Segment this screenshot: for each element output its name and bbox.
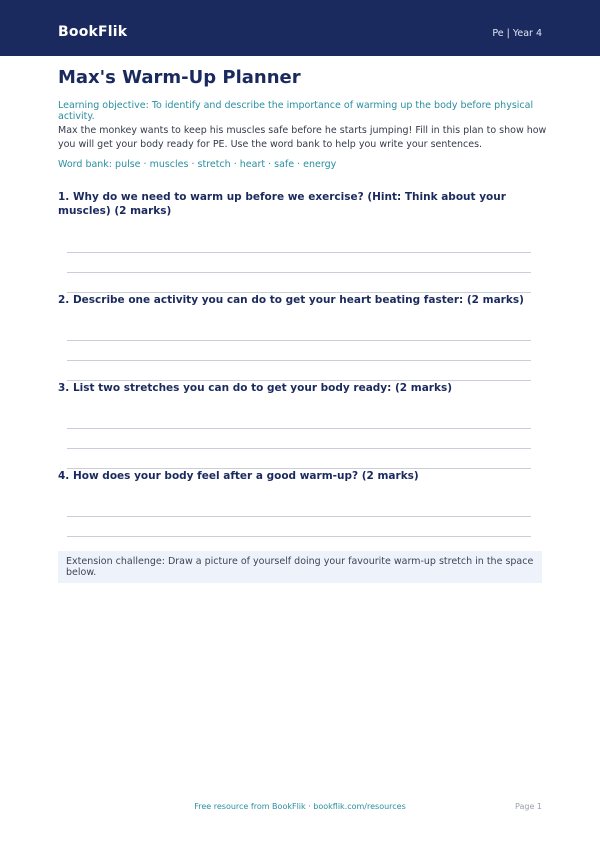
- learning-objective: Learning objective: To identify and describe the importance of warming up the body before physical activity.: [58, 100, 534, 122]
- answer-line-q1-2[interactable]: [67, 272, 531, 273]
- footer-source: Free resource from BookFlik · bookflik.com/resources: [194, 802, 406, 811]
- answer-line-q4-1[interactable]: [67, 516, 531, 517]
- extension-challenge-box[interactable]: [58, 551, 542, 583]
- answer-line-q2-2[interactable]: [67, 360, 531, 361]
- answer-line-q2-1[interactable]: [67, 340, 531, 341]
- extension-challenge-text: Extension challenge: Draw a picture of yourself doing your favourite warm-up stretch in the space below.: [66, 556, 534, 578]
- intro-text: Max the monkey wants to keep his muscles safe before he starts jumping! Fill in this plan to show how you will get your body ready for PE. Use the word bank to help you write your sentences.: [58, 125, 547, 150]
- answer-line-q3-1[interactable]: [67, 428, 531, 429]
- word-bank: Word bank: pulse · muscles · stretch · heart · safe · energy: [58, 159, 337, 170]
- answer-line-q4-2[interactable]: [67, 536, 531, 537]
- answer-line-q1-1[interactable]: [67, 252, 531, 253]
- question-2: 2. Describe one activity you can do to get your heart beating faster: (2 marks): [58, 294, 524, 306]
- brand-logo-text: BookFlik: [58, 24, 128, 40]
- page-number: Page 1: [515, 802, 542, 811]
- question-3: 3. List two stretches you can do to get your body ready: (2 marks): [58, 382, 452, 394]
- header-bar: [0, 0, 600, 56]
- worksheet-title: Max's Warm-Up Planner: [58, 67, 301, 88]
- question-1: 1. Why do we need to warm up before we exercise? (Hint: Think about your muscles) (2 marks): [58, 191, 506, 217]
- subject-year-label: Pe | Year 4: [492, 28, 542, 39]
- question-4: 4. How does your body feel after a good warm-up? (2 marks): [58, 470, 419, 482]
- answer-line-q3-2[interactable]: [67, 448, 531, 449]
